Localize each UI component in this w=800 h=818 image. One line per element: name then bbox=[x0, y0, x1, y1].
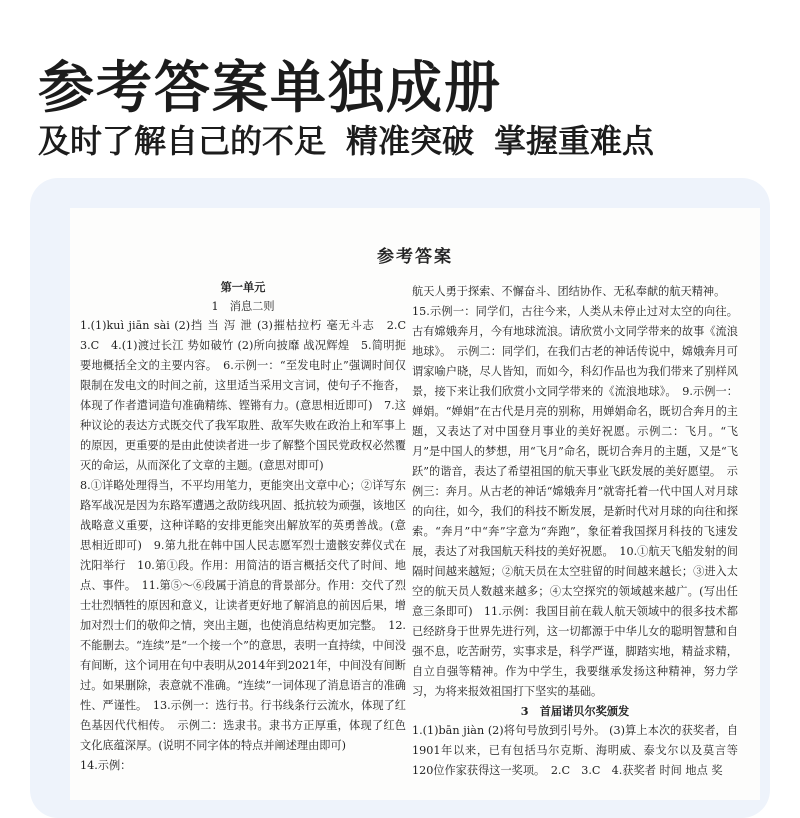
answer-paragraph: 1.(1)bān jiàn (2)将句号放到引号外。 (3)算上本次的获奖者，自1901年以来，已有包括马尔克斯、海明威、泰戈尔以及莫言等120位作家获得这一奖项。 2.C 3.C 4.获奖者 时间 地点 奖 bbox=[412, 724, 738, 777]
answer-sheet bbox=[70, 208, 760, 800]
answer-paragraph: 航天人勇于探索、不懈奋斗、团结协作、无私奉献的航天精神。 bbox=[412, 285, 726, 298]
tagline-part-1: 及时了解自己的不足 bbox=[38, 122, 327, 160]
document-title: 参考答案 bbox=[377, 247, 453, 267]
tagline-part-3: 掌握重难点 bbox=[494, 122, 655, 160]
left-column bbox=[80, 278, 418, 776]
unit-heading: 第一单元 bbox=[220, 280, 266, 294]
tagline-part-2: 精准突破 bbox=[346, 122, 475, 160]
answer-paragraph: 15.示例一：同学们，古往今来，人类从未停止过对太空的向往。古有嫦娥奔月，今有地球流浪。请欣赏小文同学带来的故事《流浪地球》。 示例二：同学们，在我们古老的神话传说中，嫦娥奔月可谓家喻户晓，尽人皆知，而如今，科幻作品也为我们带来了别样风景，接下来让我们欣赏小文同学带来的《流浪地球》。 9.示例一：婵娟。“婵娟”在古代是月亮的别称，用婵娟命名，既切合奔月的主题，又表达了对中国登月事业的美好祝愿。示例二：飞月。“飞月”是中国人的梦想，用“飞月”命名，既切合奔月的主题，又是“飞跃”的谐音，表达了希望祖国的航天事业飞跃发展的美好愿望。 示例三：奔月。从古老的神话“嫦娥奔月”就寄托着一代中国人对月球的向往，如今，我们的科技不断发展，是新时代对月球的向往和探索。“奔月”中“奔”字意为“奔跑”，象征着我国探月科技的飞速发展，表达了对我国航天科技的美好祝愿。 10.①航天飞船发射的间隔时间越来越短；②航天员在太空驻留的时间越来越长；③进入太空的航天员人数越来越多；④太空探究的领域越来越广。(写出任意三条即可) 11.示例：我国目前在载人航天领域中的很多技术都已经跻身于世界先进行列，这一切都源于中华儿女的聪明智慧和自强不息，吃苦耐劳，实事求是，科学严谨，脚踏实地，精益求精，自立自强等精神。作为中学生，我要继承发扬这种精神，努力学习，为将来报效祖国打下坚实的基础。 bbox=[412, 305, 738, 698]
answer-paragraph: 8.①详略处理得当，不平均用笔力，更能突出文章中心；②详写东路军战况是因为东路军遭遇之敌防线巩固、抵抗较为顽强，该地区战略意义重要，这种详略的安排更能突出解放军的英勇善战。(意思相近即可) 9.第九批在韩中国人民志愿军烈士遗骸安葬仪式在沈阳举行 10.第①段。作用：用简洁的语言概括交代了时间、地点、事件。 11.第⑤～⑥段属于消息的背景部分。作用：交代了烈士壮烈牺牲的原因和意义，让读者更好地了解消息的前因后果，增加对烈士们的敬仰之情，突出主题，也使消息结构更加完整。 12.不能删去。“连续”是“一个接一个”的意思，表明一直持续，中间没有间断，这个词用在句中表明从2014年到2021年，中间没有间断过。如果删除，表意就不准确。“连续”一词体现了消息语言的准确性、严谨性。 13.示例一：选行书。行书线条行云流水，体现了红色基因代代相传。 示例二：选隶书。隶书方正厚重，体现了红色文化底蕴深厚。(说明不同字体的特点并阐述理由即可) bbox=[80, 479, 406, 752]
banner-tagline bbox=[38, 116, 674, 162]
answer-paragraph: 14.示例： bbox=[80, 759, 132, 772]
right-column bbox=[412, 282, 738, 781]
banner-headline: 参考答案单独成册 bbox=[38, 56, 502, 121]
lesson-heading: 3 首届诺贝尔奖颁发 bbox=[520, 704, 630, 718]
lesson-heading: 1 消息二则 bbox=[211, 300, 275, 313]
answer-paragraph: 1.(1)kuì jiān sài (2)挡 当 泻 泄 (3)摧枯拉朽 毫无斗志 2.C 3.C 4.(1)渡过长江 势如破竹 (2)所向披靡 战况辉煌 5.简明扼要地概括全文的主要内容。 6.示例一：“至发电时止”强调时间仅限制在发电文的时间之前，这里适当采用文言词，使句子不拖沓，体现了作者遣词造句准确精练、铿锵有力。(意思相近即可) 7.这种议论的表达方式既交代了我军取胜、敌军失败在政治上和军事上的原因，更重要的是由此使读者进一步了解整个国民党政权必然覆灭的命运，从而深化了文章的主题。(意思对即可) bbox=[80, 319, 418, 472]
